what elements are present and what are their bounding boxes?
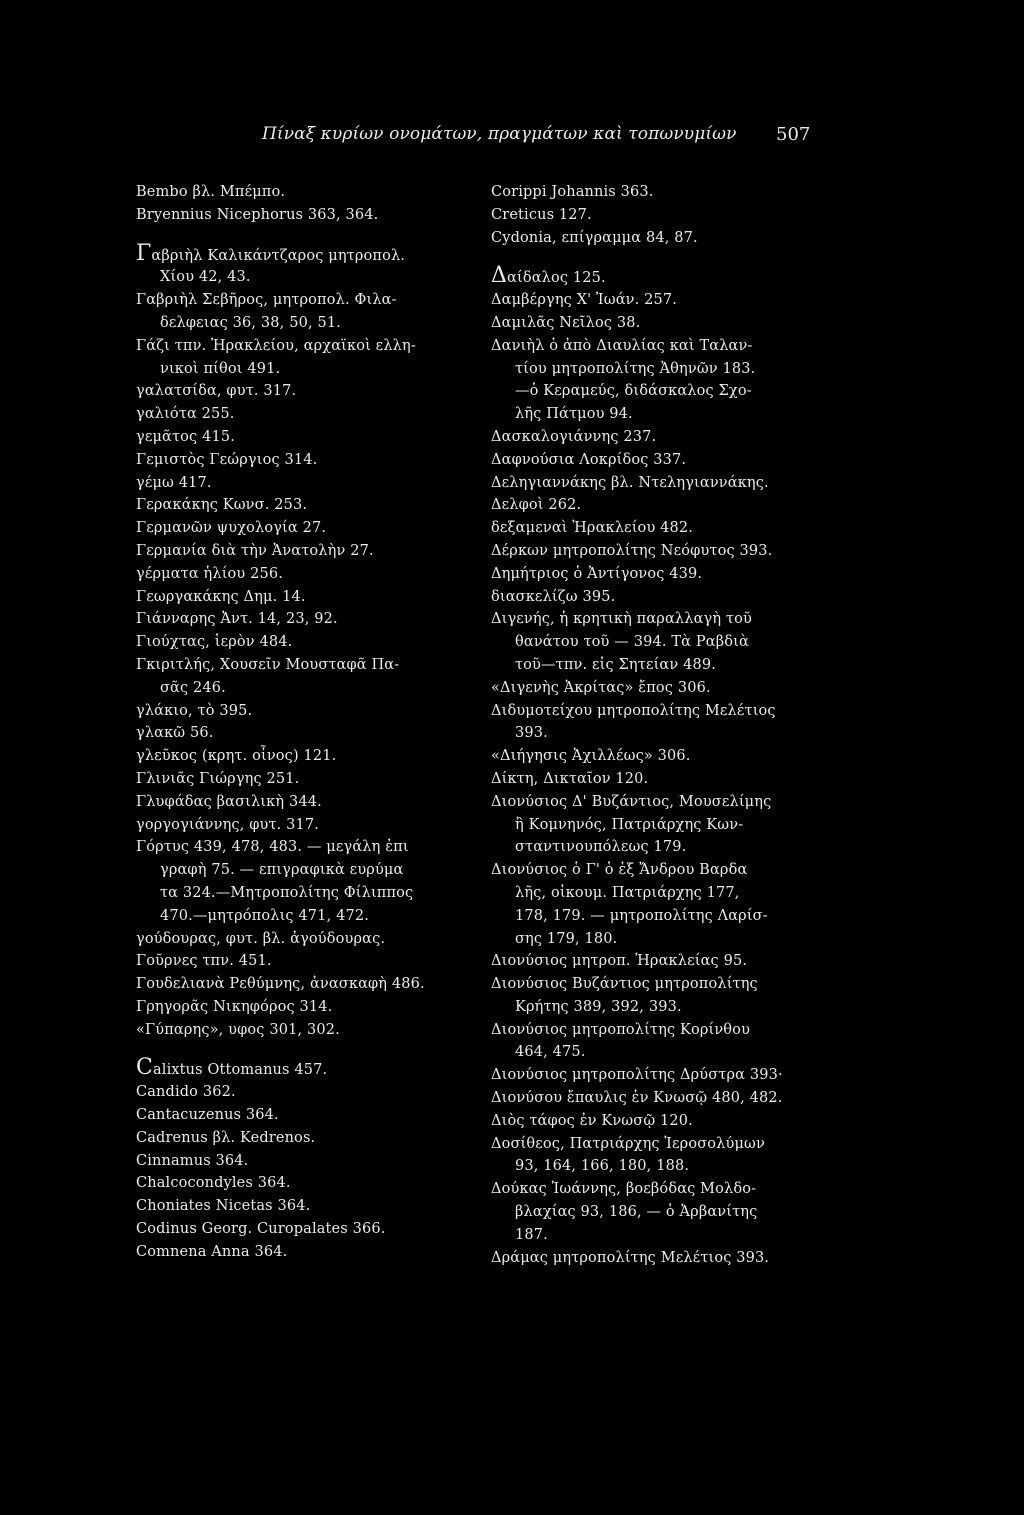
index-entry-text: Δαφνούσια Λοκρίδος 337. (491, 451, 687, 468)
index-column-left (136, 181, 476, 1264)
index-entry-text: νικοὶ πίθοι 491. (160, 360, 281, 377)
index-entry-text: Γεωργακάκης Δημ. 14. (136, 588, 306, 605)
index-entry-text: Διονύσιος ὁ Γ' ὁ ἐξ Ἄνδρου Βαρδα (491, 862, 748, 879)
index-entry-text: Choniates Nicetas 364. (136, 1198, 311, 1215)
index-entry (491, 335, 831, 358)
index-entry-continuation (136, 882, 476, 905)
index-entry-continuation (491, 1155, 831, 1178)
index-entry-text: 470.—μητρόπολις 471, 472. (160, 907, 369, 924)
index-entry (136, 654, 476, 677)
index-entry-text: Γαβριὴλ Σεβῆρος, μητροπολ. Φιλα- (136, 292, 397, 309)
index-entry (136, 181, 476, 204)
index-entry (136, 494, 476, 517)
index-entry (491, 289, 831, 312)
index-entry (136, 586, 476, 609)
index-entry (491, 517, 831, 540)
index-entry-text: γαλιότα 255. (136, 406, 235, 423)
index-entry-text: Διονύσιος μητροπ. Ἡρακλείας 95. (491, 953, 748, 970)
index-entry-text: Δοσίθεος, Πατριάρχης Ἱεροσολύμων (491, 1135, 765, 1152)
index-entry-text: 393. (515, 725, 548, 742)
index-entry (491, 700, 831, 723)
index-entry-text: Γρηγορᾶς Νικηφόρος 314. (136, 998, 333, 1015)
index-entry-text: Bembo βλ. Μπέμπο. (136, 184, 286, 200)
index-entry (136, 1195, 476, 1218)
index-entry-text: «Γύπαρης», υφος 301, 302. (136, 1021, 340, 1038)
index-entry-text: Γόρτυς 439, 478, 483. — μεγάλη ἐπι (136, 839, 409, 856)
index-entry-text: λῆς, οἰκουμ. Πατριάρχης 177, (515, 884, 740, 901)
index-entry (136, 1081, 476, 1104)
index-entry-text: γούδουρας, φυτ. βλ. ἀγούδουρας. (136, 930, 386, 947)
index-column-right (491, 181, 831, 1269)
index-entry (136, 1127, 476, 1150)
index-entry (136, 335, 476, 358)
index-entry (136, 791, 476, 814)
index-entry (136, 289, 476, 312)
index-entry (491, 677, 831, 700)
index-entry-text: τίου μητροπολίτης Ἀθηνῶν 183. (515, 360, 756, 377)
index-entry (136, 380, 476, 403)
index-entry (491, 859, 831, 882)
index-entry (136, 1055, 476, 1081)
index-entry-text: γαλατσίδα, φυτ. 317. (136, 383, 297, 400)
index-entry (136, 472, 476, 495)
index-entry-text: Γουδελιανὰ Ρεθύμνης, ἀνασκαφὴ 486. (136, 976, 425, 993)
index-entry (136, 403, 476, 426)
index-entry-continuation (491, 996, 831, 1019)
index-entry (491, 472, 831, 495)
index-entry-continuation (491, 722, 831, 745)
index-entry-text: Διονύσου ἔπαυλις ἐν Κνωσῷ 480, 482. (491, 1090, 783, 1107)
index-entry-text: γραφὴ 75. — επιγραφικὰ ευρύμα (160, 862, 404, 879)
index-entry (491, 1064, 831, 1087)
index-entry (136, 836, 476, 859)
index-entry-continuation (491, 814, 831, 837)
index-entry (491, 426, 831, 449)
index-entry-text: δεξαμεναὶ Ἡρακλείου 482. (491, 520, 694, 537)
index-entry-text: Bryennius Nicephorus 363, 364. (136, 206, 379, 223)
page-number: 507 (776, 124, 811, 145)
index-entry-text: Γερμανία διὰ τὴν Ἀνατολὴν 27. (136, 542, 374, 559)
index-entry-text: Διονύσιος Βυζάντιος μητροπολίτης (491, 976, 758, 993)
index-entry (491, 768, 831, 791)
index-entry-continuation (491, 380, 831, 403)
index-entry-text: Δούκας Ἰωάννης, βοεβόδας Μολδο- (491, 1181, 757, 1198)
index-entry-text: τοῦ—τπν. εἰς Σητείαν 489. (515, 656, 716, 673)
index-entry-text: αβριὴλ Καλικάντζαρος μητροπολ. (151, 247, 406, 264)
index-entry (136, 768, 476, 791)
index-entry (491, 950, 831, 973)
index-entry-continuation (491, 403, 831, 426)
section-initial-letter: Γ (136, 240, 152, 266)
index-entry (136, 745, 476, 768)
index-entry-text: σης 179, 180. (515, 930, 618, 947)
index-entry (136, 973, 476, 996)
index-entry-text: ἢ Κομνηνός, Πατριάρχης Κων- (515, 816, 744, 833)
index-entry-text: Γεμιστὸς Γεώργιος 314. (136, 451, 318, 468)
index-entry-text: 187. (515, 1226, 548, 1243)
index-entry-text: γλεῦκος (κρητ. οἶνος) 121. (136, 748, 337, 765)
index-entry-text: λῆς Πάτμου 94. (515, 406, 633, 423)
index-entry-text: Δέρκων μητροπολίτης Νεόφυτος 393. (491, 542, 773, 559)
index-entry-continuation (136, 358, 476, 381)
index-entry-continuation (491, 1201, 831, 1224)
index-entry-text: Διγενής, ἡ κρητικὴ παραλλαγὴ τοῦ (491, 611, 752, 628)
index-entry-text: Διονύσιος μητροπολίτης Δρύστρα 393· (491, 1067, 783, 1084)
index-entry-text: Creticus 127. (491, 206, 592, 223)
index-entry-text: θανάτου τοῦ — 394. Τὰ Ραβδιὰ (515, 634, 749, 651)
index-entry (491, 449, 831, 472)
index-entry-text: Δασκαλογιάννης 237. (491, 428, 657, 445)
index-entry-text: 93, 164, 166, 180, 188. (515, 1158, 690, 1175)
index-entry (136, 1019, 476, 1042)
index-entry-continuation (491, 1041, 831, 1064)
index-entry-text: Γερακάκης Κωνσ. 253. (136, 497, 308, 514)
index-entry (136, 563, 476, 586)
index-entry (491, 791, 831, 814)
index-entry (136, 204, 476, 227)
index-entry (491, 312, 831, 335)
index-entry-text: διασκελίζω 395. (491, 588, 616, 605)
index-entry-text: γλακῶ 56. (136, 725, 214, 742)
index-entry (491, 204, 831, 227)
index-entry-continuation (136, 905, 476, 928)
index-entry-text: Candido 362. (136, 1084, 236, 1101)
index-entry-text: Δανιὴλ ὁ ἀπὸ Διαυλίας καὶ Ταλαν- (491, 337, 753, 354)
index-entry (491, 263, 831, 289)
index-entry-text: Δελφοὶ 262. (491, 497, 582, 514)
running-header: Πίναξ κυρίων ονομάτων, πραγμάτων καὶ τοπωνυμίων (262, 124, 737, 144)
index-entry (491, 181, 831, 204)
index-entry-continuation (136, 859, 476, 882)
index-entry-text: 178, 179. — μητροπολίτης Λαρίσ- (515, 907, 768, 924)
index-entry-text: γοργογιάννης, φυτ. 317. (136, 816, 320, 833)
index-entry-text: Γκιριτλής, Χουσεῖν Μουσταφᾶ Πα- (136, 656, 400, 673)
index-entry (491, 745, 831, 768)
index-entry-continuation (491, 905, 831, 928)
index-entry (136, 631, 476, 654)
index-entry-text: βλαχίας 93, 186, — ὁ Ἀρβανίτης (515, 1204, 758, 1221)
index-entry-continuation (491, 1224, 831, 1247)
index-entry-continuation (491, 631, 831, 654)
index-entry-text: Cadrenus βλ. Kedrenos. (136, 1129, 316, 1146)
index-entry (491, 1087, 831, 1110)
index-entry (136, 426, 476, 449)
index-entry (491, 227, 831, 250)
index-entry-text: Corippi Johannis 363. (491, 184, 654, 200)
index-entry (136, 517, 476, 540)
index-entry-text: Διονύσιος μητροπολίτης Κορίνθου (491, 1021, 751, 1038)
index-entry-text: σταντινουπόλεως 179. (515, 839, 687, 856)
index-entry-text: Γάζι τπν. Ἡρακλείου, αρχαϊκοὶ ελλη- (136, 337, 416, 354)
index-entry-continuation (491, 358, 831, 381)
index-entry-text: Γοῦρνες τπν. 451. (136, 953, 272, 970)
index-entry (491, 494, 831, 517)
index-entry-continuation (491, 836, 831, 859)
index-entry-text: «Διγενὴς Ἀκρίτας» ἔπος 306. (491, 679, 711, 696)
index-entry-continuation (491, 654, 831, 677)
index-entry (491, 1110, 831, 1133)
index-entry (136, 722, 476, 745)
index-entry (491, 563, 831, 586)
index-entry (491, 1133, 831, 1156)
index-entry-text: Διὸς τάφος ἐν Κνωσῷ 120. (491, 1112, 693, 1129)
index-entry (136, 540, 476, 563)
index-entry-text: Γερμανῶν ψυχολογία 27. (136, 520, 327, 537)
index-entry (136, 814, 476, 837)
index-entry (136, 950, 476, 973)
index-entry-continuation (491, 928, 831, 951)
index-entry (136, 1172, 476, 1195)
index-entry (136, 1218, 476, 1241)
index-entry-text: Διονύσιος Δ' Βυζάντιος, Μουσελίμης (491, 793, 772, 810)
index-entry-text: Δημήτριος ὁ Ἀντίγονος 439. (491, 565, 703, 582)
index-entry-text: γλάκιο, τὸ 395. (136, 702, 253, 719)
index-entry (491, 1019, 831, 1042)
index-entry-text: Δαμιλᾶς Νεῖλος 38. (491, 314, 641, 331)
index-entry-text: Comnena Anna 364. (136, 1243, 288, 1260)
index-entry-text: γέρματα ἡλίου 256. (136, 565, 284, 582)
index-entry-text: Cinnamus 364. (136, 1152, 249, 1169)
index-entry (491, 608, 831, 631)
index-entry-text: Δαμβέργης Χ' Ἰωάν. 257. (491, 292, 678, 309)
index-entry (136, 608, 476, 631)
index-entry-text: Χίου 42, 43. (160, 269, 251, 286)
index-entry (491, 1247, 831, 1270)
index-entry-text: «Διήγησις Ἀχιλλέως» 306. (491, 748, 691, 765)
index-entry-text: Γλινιᾶς Γιώργης 251. (136, 770, 300, 787)
section-initial-letter: C (136, 1055, 153, 1081)
index-entry-text: —ὁ Κεραμεύς, διδάσκαλος Σχο- (515, 383, 752, 400)
index-entry (491, 1178, 831, 1201)
index-entry-text: Γιούχτας, ἱερὸν 484. (136, 634, 293, 651)
index-entry-text: Δράμας μητροπολίτης Μελέτιος 393. (491, 1249, 770, 1266)
index-entry-text: Cantacuzenus 364. (136, 1107, 279, 1124)
index-entry-text: Chalcocondyles 364. (136, 1175, 291, 1192)
index-entry-continuation (136, 677, 476, 700)
index-entry-text: γεμᾶτος 415. (136, 428, 235, 445)
index-entry-text: σᾶς 246. (160, 679, 226, 696)
index-entry-text: γέμω 417. (136, 474, 212, 491)
index-entry (136, 449, 476, 472)
index-entry-text: τα 324.—Μητροπολίτης Φίλιππος (160, 884, 414, 901)
index-entry (136, 240, 476, 267)
index-entry-text: Γιάνναρης Ἀντ. 14, 23, 92. (136, 611, 338, 628)
index-entry-continuation (136, 312, 476, 335)
index-entry (491, 973, 831, 996)
index-entry-text: δελφειας 36, 38, 50, 51. (160, 314, 341, 331)
index-entry (491, 586, 831, 609)
index-entry-text: Κρήτης 389, 392, 393. (515, 998, 682, 1015)
index-entry (136, 1150, 476, 1173)
index-entry-text: 464, 475. (515, 1044, 586, 1061)
index-entry-text: Cydonia, επίγραμμα 84, 87. (491, 229, 698, 246)
index-entry-continuation (491, 882, 831, 905)
index-entry-text: αίδαλος 125. (507, 270, 606, 287)
index-entry-text: Δεληγιαννάκης βλ. Ντεληγιαννάκης. (491, 474, 769, 491)
index-entry-continuation (136, 266, 476, 289)
index-entry-text: Δίκτη, Δικταῖον 120. (491, 770, 649, 787)
section-initial-letter: Δ (491, 263, 508, 289)
index-entry-text: Γλυφάδας βασιλικὴ 344. (136, 793, 322, 810)
index-entry-text: alixtus Ottomanus 457. (152, 1062, 328, 1079)
index-entry (136, 700, 476, 723)
index-entry (136, 1104, 476, 1127)
index-entry (491, 540, 831, 563)
index-entry (136, 1241, 476, 1264)
index-entry-text: Codinus Georg. Curopalates 366. (136, 1221, 386, 1238)
index-entry-text: Διδυμοτείχου μητροπολίτης Μελέτιος (491, 702, 776, 719)
index-entry (136, 996, 476, 1019)
index-entry (136, 928, 476, 951)
